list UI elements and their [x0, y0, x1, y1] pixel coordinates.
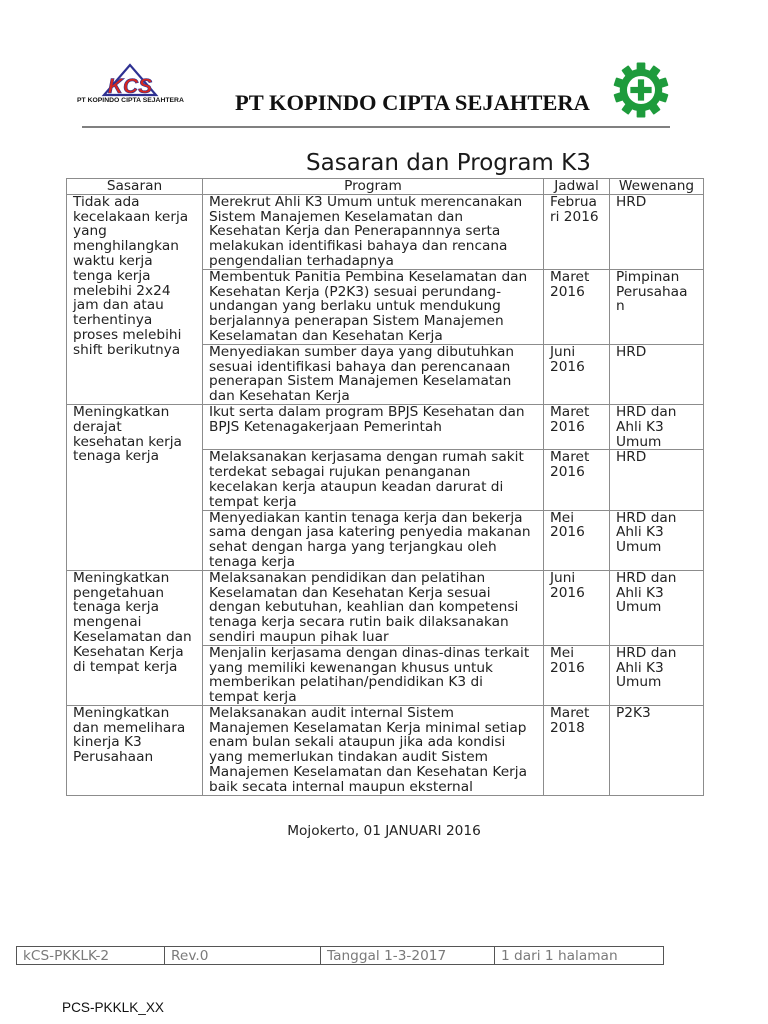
- wewenang-cell: HRD dan Ahli K3 Umum: [610, 645, 704, 705]
- program-cell: Menyediakan sumber daya yang dibutuhkan sesuai identifikasi bahaya dan perencanaan penerapan Sistem Manajemen Keselamatan dan Kesehatan Kerja: [203, 344, 544, 404]
- jadwal-cell: Juni 2016: [544, 344, 610, 404]
- sasaran-cell: Tidak ada kecelakaan kerja yang menghilangkan waktu kerja tenga kerja melebihi 2x24 jam dan atau terhentinya proses melebihi shift berikutnya: [67, 194, 203, 404]
- wewenang-cell: HRD: [610, 344, 704, 404]
- company-logo: [100, 62, 160, 98]
- program-cell: Menjalin kerjasama dengan dinas-dinas terkait yang memiliki kewenangan khusus untuk memberikan pelatihan/pendidikan K3 di tempat kerja: [203, 645, 544, 705]
- wewenang-cell: HRD: [610, 450, 704, 510]
- jadwal-cell: Maret 2018: [544, 705, 610, 795]
- wewenang-cell: HRD dan Ahli K3 Umum: [610, 570, 704, 645]
- footer-revision: Rev.0: [165, 947, 321, 965]
- program-cell: Melaksanakan kerjasama dengan rumah sakit terdekat sebagai rujukan penanganan kecelakan kerja ataupun keadan darurat di tempat kerja: [203, 450, 544, 510]
- program-cell: Menyediakan kantin tenaga kerja dan bekerja sama dengan jasa katering penyedia makanan sehat dengan harga yang terjangkau oleh tenaga kerja: [203, 510, 544, 570]
- sasaran-cell: Meningkatkan dan memelihara kinerja K3 Perusahaan: [67, 705, 203, 795]
- jadwal-cell: Maret 2016: [544, 404, 610, 449]
- program-cell: Melaksanakan audit internal Sistem Manajemen Keselamatan Kerja minimal setiap enam bulan sekali ataupun jika ada kondisi yang memerlukan tindakan audit Sistem Manajemen Keselamatan dan Kesehatan Kerja baik secata internal maupun eksternal: [203, 705, 544, 795]
- logo-lettering: KCS: [107, 75, 153, 98]
- jadwal-cell: Mei 2016: [544, 510, 610, 570]
- document-code: PCS-PKKLK_XX: [62, 1000, 164, 1015]
- program-cell: Ikut serta dalam program BPJS Kesehatan dan BPJS Ketenagakerjaan Pemerintah: [203, 404, 544, 449]
- table-header-row: [67, 179, 704, 195]
- jadwal-cell: Maret 2016: [544, 450, 610, 510]
- jadwal-cell: Februari 2016: [544, 194, 610, 269]
- wewenang-cell: HRD dan Ahli K3 Umum: [610, 404, 704, 449]
- document-footer-table: [16, 946, 664, 965]
- footer-row: [17, 947, 664, 965]
- wewenang-cell: Pimpinan Perusahaan: [610, 269, 704, 344]
- program-cell: Membentuk Panitia Pembina Keselamatan dan Kesehatan Kerja (P2K3) sesuai perundang- undangan yang berlaku untuk mendukung berjalannya penerapan Sistem Manajemen Keselamatan dan Kesehatan Kerja: [203, 269, 544, 344]
- table-row: [67, 705, 704, 795]
- footer-page-count: 1 dari 1 halaman: [495, 947, 664, 965]
- company-name: PT KOPINDO CIPTA SEJAHTERA: [235, 90, 590, 115]
- jadwal-cell: Juni 2016: [544, 570, 610, 645]
- wewenang-cell: P2K3: [610, 705, 704, 795]
- k3-program-table: [66, 178, 704, 796]
- table-row: [67, 570, 704, 645]
- footer-document-code: kCS-PKKLK-2: [17, 947, 165, 965]
- column-header-sasaran: Sasaran: [67, 179, 203, 195]
- header-divider: [82, 126, 670, 128]
- table-row: [67, 194, 704, 269]
- footer-date: Tanggal 1-3-2017: [321, 947, 495, 965]
- sasaran-cell: Meningkatkan derajat kesehatan kerja tenaga kerja: [67, 404, 203, 570]
- k3-gear-cross-icon: [612, 61, 670, 119]
- logo-caption: PT KOPINDO CIPTA SEJAHTERA: [77, 97, 184, 104]
- sasaran-cell: Meningkatkan pengetahuan tenaga kerja mengenai Keselamatan dan Kesehatan Kerja di tempat kerja: [67, 570, 203, 705]
- wewenang-cell: HRD dan Ahli K3 Umum: [610, 510, 704, 570]
- program-cell: Melaksanakan pendidikan dan pelatihan Keselamatan dan Kesehatan Kerja sesuai dengan kebutuhan, keahlian dan kompetensi tenaga kerja secara rutin baik dilaksanakan sendiri maupun pihak luar: [203, 570, 544, 645]
- column-header-jadwal: Jadwal: [544, 179, 610, 195]
- jadwal-cell: Maret 2016: [544, 269, 610, 344]
- column-header-wewenang: Wewenang: [610, 179, 704, 195]
- place-and-date: Mojokerto, 01 JANUARI 2016: [287, 823, 481, 839]
- page-title: Sasaran dan Program K3: [306, 150, 591, 176]
- table-row: [67, 404, 704, 449]
- program-cell: Merekrut Ahli K3 Umum untuk merencanakan Sistem Manajemen Keselamatan dan Kesehatan Kerja dan Penerapannnya serta melakukan identifikasi bahaya dan rencana pengendalian terhadapnya: [203, 194, 544, 269]
- wewenang-cell: HRD: [610, 194, 704, 269]
- jadwal-cell: Mei 2016: [544, 645, 610, 705]
- column-header-program: Program: [203, 179, 544, 195]
